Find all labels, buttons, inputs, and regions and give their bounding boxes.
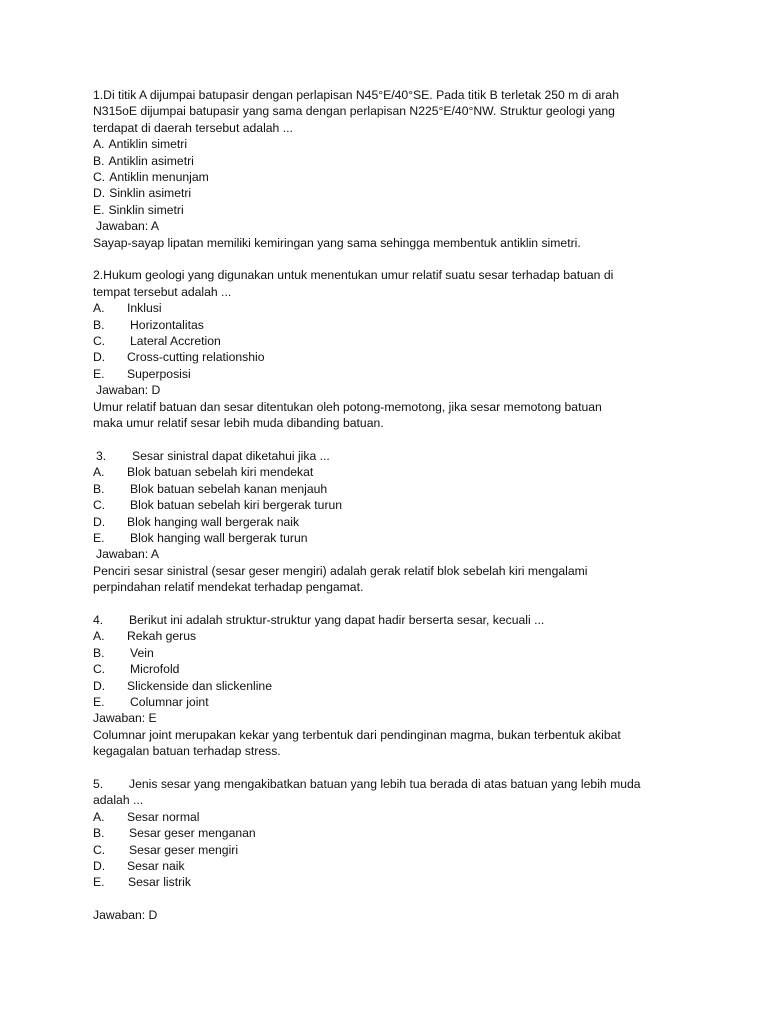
- option-d: [93, 349, 693, 365]
- option-text: Vein: [130, 645, 154, 660]
- question-stem-text: Sesar sinistral dapat diketahui jika ...: [132, 448, 330, 463]
- question-number: 4.: [93, 612, 104, 627]
- question-number: 3.: [96, 448, 107, 463]
- document-page: [93, 87, 693, 924]
- option-letter: C.: [93, 334, 106, 349]
- answer-label: Jawaban: D: [96, 383, 161, 398]
- option-text: Rekah gerus: [127, 629, 197, 644]
- option-text: Sesar normal: [127, 809, 200, 824]
- option-letter: E.: [93, 530, 105, 545]
- option-b: [93, 481, 693, 497]
- option-text: Antiklin simetri: [108, 137, 188, 152]
- option-text: Superposisi: [127, 366, 191, 381]
- option-e: [93, 694, 693, 710]
- explanation-line: Columnar joint merupakan kekar yang terbentuk dari pendinginan magma, bukan terbentuk akibat: [93, 727, 621, 742]
- option-text: Blok batuan sebelah kanan menjauh: [130, 481, 328, 496]
- option-a: [93, 300, 693, 316]
- option-letter: E.: [93, 875, 105, 890]
- option-e: [93, 366, 693, 382]
- option-b: [93, 153, 693, 169]
- explanation-line: Umur relatif batuan dan sesar ditentukan oleh potong-memotong, jika sesar memotong batuan: [93, 399, 602, 414]
- question-stem-line: tempat tersebut adalah ...: [93, 284, 232, 299]
- option-letter: D.: [93, 186, 106, 201]
- explanation-line: kegagalan batuan terhadap stress.: [93, 744, 281, 759]
- option-letter: B.: [93, 826, 105, 841]
- option-letter: D.: [93, 350, 106, 365]
- option-letter: A.: [93, 809, 105, 824]
- explanation-line: Penciri sesar sinistral (sesar geser mengiri) adalah gerak relatif blok sebelah kiri mengalami: [93, 563, 588, 578]
- option-text: Sinklin asimetri: [109, 186, 192, 201]
- explanation-line: Sayap-sayap lipatan memiliki kemiringan yang sama sehingga membentuk antiklin simetri.: [93, 235, 581, 250]
- answer-label: Jawaban: A: [96, 219, 160, 234]
- explanation-line: maka umur relatif sesar lebih muda dibanding batuan.: [93, 416, 384, 431]
- option-letter: C.: [93, 842, 106, 857]
- question-stem-line: 2.Hukum geologi yang digunakan untuk menentukan umur relatif suatu sesar terhadap batuan di: [93, 268, 614, 283]
- answer-label: Jawaban: E: [93, 711, 157, 726]
- answer-label: Jawaban: D: [93, 908, 158, 923]
- option-text: Blok hanging wall bergerak naik: [127, 514, 300, 529]
- question-3: [93, 448, 693, 596]
- option-letter: E.: [93, 202, 105, 217]
- question-stem: [93, 448, 693, 464]
- option-letter: B.: [93, 317, 105, 332]
- question-stem-line: terdapat di daerah tersebut adalah ...: [93, 120, 293, 135]
- option-text: Antiklin menunjam: [109, 170, 209, 185]
- option-letter: D.: [93, 514, 106, 529]
- option-a: [93, 464, 693, 480]
- question-5: [93, 776, 693, 924]
- question-4: [93, 612, 693, 760]
- option-text: Lateral Accretion: [130, 334, 221, 349]
- option-text: Cross-cutting relationshio: [127, 350, 265, 365]
- option-letter: B.: [93, 645, 105, 660]
- option-d: [93, 514, 693, 530]
- option-text: Blok hanging wall bergerak turun: [130, 530, 308, 545]
- option-letter: D.: [93, 678, 106, 693]
- option-text: Sesar listrik: [128, 875, 191, 890]
- option-a: [93, 628, 693, 644]
- question-stem-line: adalah ...: [93, 793, 144, 808]
- option-d: [93, 185, 693, 201]
- option-letter: C.: [93, 662, 106, 677]
- option-letter: A.: [93, 465, 105, 480]
- blank-line: [93, 891, 693, 907]
- question-stem-text: Jenis sesar yang mengakibatkan batuan yang lebih tua berada di atas batuan yang lebih muda: [129, 777, 641, 791]
- option-c: [93, 661, 693, 677]
- question-number: 5.: [93, 777, 104, 791]
- option-text: Microfold: [130, 662, 180, 677]
- option-text: Antiklin asimetri: [108, 153, 194, 168]
- option-b: [93, 825, 693, 841]
- answer-label: Jawaban: A: [96, 547, 160, 562]
- question-stem-text: Berikut ini adalah struktur-struktur yang dapat hadir berserta sesar, kecuali ...: [129, 612, 545, 627]
- option-a: [93, 809, 693, 825]
- option-letter: D.: [93, 859, 106, 874]
- question-2: [93, 267, 693, 431]
- option-b: [93, 645, 693, 661]
- explanation-line: perpindahan relatif mendekat terhadap pengamat.: [93, 580, 364, 595]
- option-letter: B.: [93, 153, 105, 168]
- question-1: [93, 87, 693, 251]
- option-text: Sesar geser mengiri: [129, 842, 239, 857]
- option-c: [93, 497, 693, 513]
- question-stem: [93, 612, 693, 628]
- option-d: [93, 678, 693, 694]
- option-e: [93, 202, 693, 218]
- option-text: Sesar naik: [127, 859, 185, 874]
- option-letter: A.: [93, 301, 105, 316]
- option-text: Columnar joint: [130, 694, 209, 709]
- option-letter: A.: [93, 629, 105, 644]
- option-a: [93, 136, 693, 152]
- option-letter: B.: [93, 481, 105, 496]
- option-letter: C.: [93, 170, 106, 185]
- option-letter: E.: [93, 694, 105, 709]
- option-c: [93, 842, 693, 858]
- option-e: [93, 530, 693, 546]
- question-stem-line: N315oE dijumpai batupasir yang sama dengan perlapisan N225°E/40°NW. Struktur geologi yang: [93, 104, 615, 119]
- question-stem-line: 1.Di titik A dijumpai batupasir dengan perlapisan N45°E/40°SE. Pada titik B terletak 250 m di arah: [93, 88, 619, 102]
- option-text: Blok batuan sebelah kiri mendekat: [127, 465, 314, 480]
- option-c: [93, 333, 693, 349]
- option-letter: E.: [93, 366, 105, 381]
- option-letter: A.: [93, 137, 105, 152]
- option-text: Inklusi: [127, 301, 162, 316]
- option-text: Sesar geser menganan: [129, 826, 256, 841]
- option-c: [93, 169, 693, 185]
- question-stem: [93, 776, 693, 792]
- option-text: Horizontalitas: [130, 317, 204, 332]
- option-text: Blok batuan sebelah kiri bergerak turun: [130, 498, 343, 513]
- option-text: Slickenside dan slickenline: [127, 678, 272, 693]
- option-b: [93, 317, 693, 333]
- option-e: [93, 874, 693, 890]
- option-letter: C.: [93, 498, 106, 513]
- option-text: Sinklin simetri: [108, 202, 184, 217]
- option-d: [93, 858, 693, 874]
